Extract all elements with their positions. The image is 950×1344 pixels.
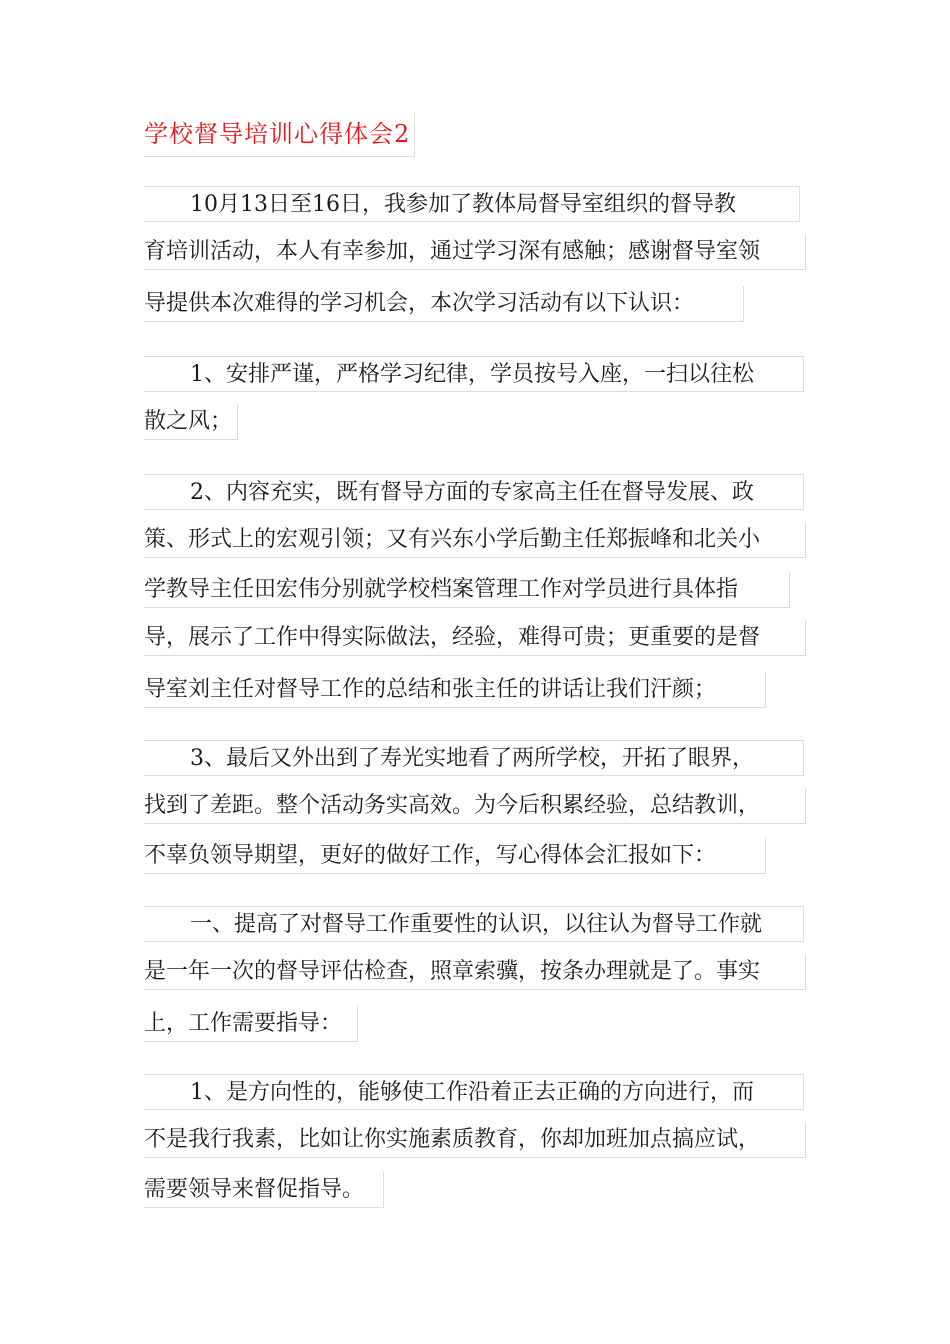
paragraph-6-line-1: 1、是方向性的，能够使工作沿着正去正确的方向进行，而 xyxy=(144,1074,804,1110)
paragraph-2-line-2: 散之风； xyxy=(144,404,238,440)
paragraph-5-line-1: 一、提高了对督导工作重要性的认识，以往认为督导工作就 xyxy=(144,906,804,942)
paragraph-6-line-2: 不是我行我素，比如让你实施素质教育，你却加班加点搞应试， xyxy=(144,1122,806,1158)
paragraph-4-line-2: 找到了差距。整个活动务实高效。为今后积累经验，总结教训， xyxy=(144,788,806,824)
paragraph-3-line-5: 导室刘主任对督导工作的总结和张主任的讲话让我们汗颜； xyxy=(144,672,766,708)
paragraph-3-line-1: 2、内容充实，既有督导方面的专家高主任在督导发展、政 xyxy=(144,474,804,510)
paragraph-5-line-3: 上，工作需要指导： xyxy=(144,1006,358,1042)
paragraph-2-line-1: 1、安排严谨，严格学习纪律，学员按号入座，一扫以往松 xyxy=(144,356,804,392)
document-title: 学校督导培训心得体会2 xyxy=(144,112,415,157)
paragraph-1-line-1: 10月13日至16日，我参加了教体局督导室组织的督导教 xyxy=(144,186,800,222)
paragraph-3-line-2: 策、形式上的宏观引领；又有兴东小学后勤主任郑振峰和北关小 xyxy=(144,522,806,558)
paragraph-4-line-1: 3、最后又外出到了寿光实地看了两所学校，开拓了眼界， xyxy=(144,740,804,776)
paragraph-3-line-4: 导，展示了工作中得实际做法，经验，难得可贵；更重要的是督 xyxy=(144,620,806,656)
paragraph-1-line-3: 导提供本次难得的学习机会，本次学习活动有以下认识： xyxy=(144,286,744,322)
paragraph-3-line-3: 学教导主任田宏伟分别就学校档案管理工作对学员进行具体指 xyxy=(144,572,790,608)
paragraph-1-line-2: 育培训活动，本人有幸参加，通过学习深有感触；感谢督导室领 xyxy=(144,234,806,270)
paragraph-4-line-3: 不辜负领导期望，更好的做好工作，写心得体会汇报如下： xyxy=(144,838,766,874)
paragraph-6-line-3: 需要领导来督促指导。 xyxy=(144,1172,384,1208)
paragraph-5-line-2: 是一年一次的督导评估检查，照章索骥，按条办理就是了。事实 xyxy=(144,954,806,990)
